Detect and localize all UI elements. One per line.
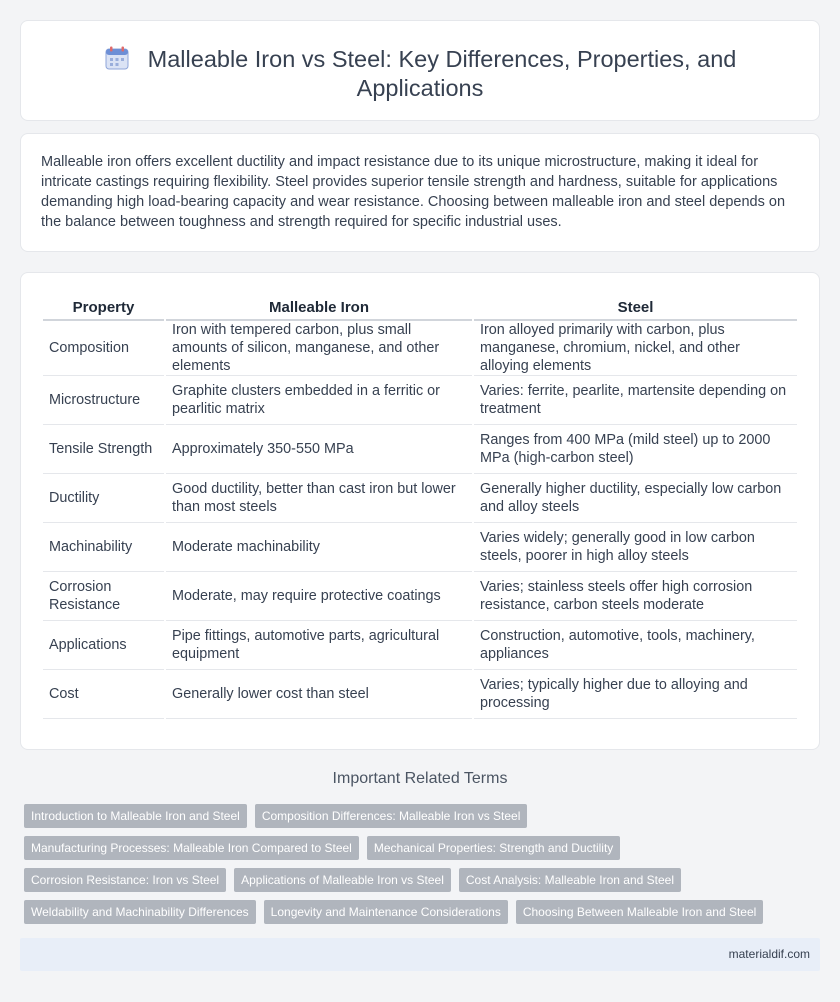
related-term-tag[interactable]: Cost Analysis: Malleable Iron and Steel <box>459 868 681 892</box>
cell-steel: Varies widely; generally good in low carbon steels, poorer in high alloy steels <box>474 523 797 572</box>
table-row <box>43 376 797 425</box>
cell-steel: Generally higher ductility, especially low carbon and alloy steels <box>474 474 797 523</box>
header-steel: Steel <box>474 295 797 321</box>
related-term-tag[interactable]: Introduction to Malleable Iron and Steel <box>24 804 247 828</box>
related-term-tag[interactable]: Mechanical Properties: Strength and Ductility <box>367 836 620 860</box>
related-term-tag[interactable]: Manufacturing Processes: Malleable Iron Compared to Steel <box>24 836 359 860</box>
table-row <box>43 523 797 572</box>
cell-malleable-iron: Approximately 350-550 MPa <box>166 425 472 474</box>
page-title: Malleable Iron vs Steel: Key Differences, Properties, and Applications <box>147 46 737 101</box>
intro-card <box>20 133 820 252</box>
cell-property: Machinability <box>43 523 164 572</box>
related-term-tag[interactable]: Longevity and Maintenance Considerations <box>264 900 508 924</box>
cell-malleable-iron: Good ductility, better than cast iron but lower than most steels <box>166 474 472 523</box>
related-terms-tags <box>24 804 784 932</box>
tag-row <box>24 868 784 892</box>
table-row <box>43 474 797 523</box>
tag-row <box>24 836 784 860</box>
cell-property: Applications <box>43 621 164 670</box>
header-malleable-iron: Malleable Iron <box>166 295 472 321</box>
page-title-container <box>81 45 759 103</box>
cell-malleable-iron: Generally lower cost than steel <box>166 670 472 719</box>
footer-site-link[interactable]: materialdif.com <box>728 947 810 961</box>
related-term-tag[interactable]: Corrosion Resistance: Iron vs Steel <box>24 868 226 892</box>
table-header-row <box>43 295 797 321</box>
table-row <box>43 425 797 474</box>
related-term-tag[interactable]: Applications of Malleable Iron vs Steel <box>234 868 451 892</box>
cell-malleable-iron: Graphite clusters embedded in a ferritic or pearlitic matrix <box>166 376 472 425</box>
cell-malleable-iron: Moderate machinability <box>166 523 472 572</box>
comparison-table <box>41 295 799 719</box>
comparison-card <box>20 272 820 750</box>
table-row <box>43 670 797 719</box>
cell-steel: Iron alloyed primarily with carbon, plus manganese, chromium, nickel, and other alloying elements <box>474 321 797 376</box>
cell-property: Tensile Strength <box>43 425 164 474</box>
tag-row <box>24 900 784 924</box>
calendar-icon <box>104 45 130 71</box>
cell-steel: Varies; stainless steels offer high corrosion resistance, carbon steels moderate <box>474 572 797 621</box>
cell-property: Composition <box>43 321 164 376</box>
cell-property: Corrosion Resistance <box>43 572 164 621</box>
tag-row <box>24 804 784 828</box>
cell-malleable-iron: Iron with tempered carbon, plus small amounts of silicon, manganese, and other elements <box>166 321 472 376</box>
cell-property: Ductility <box>43 474 164 523</box>
table-row <box>43 572 797 621</box>
footer-bar <box>20 938 820 971</box>
related-term-tag[interactable]: Composition Differences: Malleable Iron vs Steel <box>255 804 528 828</box>
cell-property: Cost <box>43 670 164 719</box>
related-terms-heading: Important Related Terms <box>332 770 508 787</box>
intro-paragraph: Malleable iron offers excellent ductility and impact resistance due to its unique microstructure, making it ideal for intricate castings requiring flexibility. Steel provides superior tensile strength and hardness, suitable for applications demanding high load-bearing capacity and wear resistance. Choosing between malleable iron and steel depends on the balance between toughness and strength required for specific industrial uses. <box>41 154 786 230</box>
cell-steel: Varies; typically higher due to alloying and processing <box>474 670 797 719</box>
related-term-tag[interactable]: Weldability and Machinability Differences <box>24 900 256 924</box>
table-row <box>43 321 797 376</box>
cell-malleable-iron: Pipe fittings, automotive parts, agricultural equipment <box>166 621 472 670</box>
header-property: Property <box>43 295 164 321</box>
cell-property: Microstructure <box>43 376 164 425</box>
header-card <box>20 20 820 121</box>
table-row <box>43 621 797 670</box>
cell-steel: Construction, automotive, tools, machinery, appliances <box>474 621 797 670</box>
cell-steel: Varies: ferrite, pearlite, martensite depending on treatment <box>474 376 797 425</box>
cell-malleable-iron: Moderate, may require protective coatings <box>166 572 472 621</box>
cell-steel: Ranges from 400 MPa (mild steel) up to 2000 MPa (high-carbon steel) <box>474 425 797 474</box>
related-term-tag[interactable]: Choosing Between Malleable Iron and Steel <box>516 900 763 924</box>
